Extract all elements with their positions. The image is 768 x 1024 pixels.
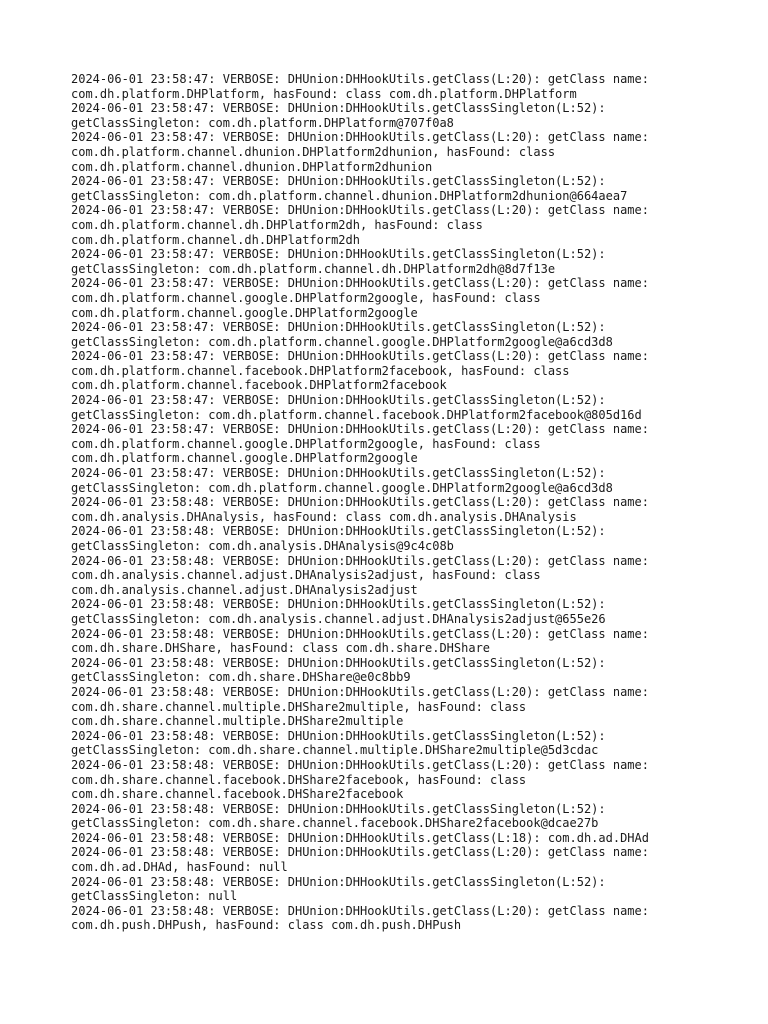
- log-line: 2024-06-01 23:58:48: VERBOSE: DHUnion:DHHookUtils.getClassSingleton(L:52):: [71, 524, 606, 539]
- log-line: 2024-06-01 23:58:48: VERBOSE: DHUnion:DHHookUtils.getClass(L:20): getClass name:: [71, 845, 649, 860]
- log-line: com.dh.analysis.channel.adjust.DHAnalysis2adjust, hasFound: class: [71, 568, 541, 583]
- log-line: com.dh.share.channel.multiple.DHShare2multiple, hasFound: class: [71, 699, 527, 714]
- log-line: 2024-06-01 23:58:47: VERBOSE: DHUnion:DHHookUtils.getClassSingleton(L:52):: [71, 101, 606, 116]
- log-line: 2024-06-01 23:58:47: VERBOSE: DHUnion:DHHookUtils.getClass(L:20): getClass name:: [71, 276, 649, 291]
- log-line: com.dh.analysis.channel.adjust.DHAnalysis2adjust: [71, 582, 418, 597]
- log-line: getClassSingleton: com.dh.platform.channel.google.DHPlatform2google@a6cd3d8: [71, 480, 613, 495]
- log-document: [71, 72, 701, 933]
- log-line: 2024-06-01 23:58:48: VERBOSE: DHUnion:DHHookUtils.getClass(L:20): getClass name:: [71, 757, 649, 772]
- log-line: com.dh.platform.channel.dh.DHPlatform2dh: [71, 232, 360, 247]
- log-line: getClassSingleton: com.dh.analysis.channel.adjust.DHAnalysis2adjust@655e26: [71, 611, 606, 626]
- log-line: 2024-06-01 23:58:47: VERBOSE: DHUnion:DHHookUtils.getClass(L:20): getClass name:: [71, 130, 649, 145]
- log-line: com.dh.share.DHShare, hasFound: class com.dh.share.DHShare: [71, 641, 491, 656]
- log-line: 2024-06-01 23:58:48: VERBOSE: DHUnion:DHHookUtils.getClassSingleton(L:52):: [71, 655, 606, 670]
- log-line: getClassSingleton: com.dh.platform.channel.dh.DHPlatform2dh@8d7f13e: [71, 261, 556, 276]
- log-line: getClassSingleton: com.dh.share.DHShare@e0c8bb9: [71, 670, 411, 685]
- log-line: 2024-06-01 23:58:47: VERBOSE: DHUnion:DHHookUtils.getClassSingleton(L:52):: [71, 466, 606, 481]
- log-line: com.dh.share.channel.facebook.DHShare2facebook: [71, 787, 404, 802]
- log-line: getClassSingleton: null: [71, 889, 238, 904]
- log-line: 2024-06-01 23:58:48: VERBOSE: DHUnion:DHHookUtils.getClass(L:20): getClass name:: [71, 495, 649, 510]
- log-line: getClassSingleton: com.dh.platform.DHPlatform@707f0a8: [71, 115, 454, 130]
- log-line: com.dh.platform.channel.facebook.DHPlatform2facebook, hasFound: class: [71, 363, 570, 378]
- log-line: com.dh.ad.DHAd, hasFound: null: [71, 860, 288, 875]
- log-line: 2024-06-01 23:58:48: VERBOSE: DHUnion:DHHookUtils.getClass(L:20): getClass name:: [71, 553, 649, 568]
- log-line: com.dh.share.channel.facebook.DHShare2facebook, hasFound: class: [71, 772, 527, 787]
- log-line: 2024-06-01 23:58:48: VERBOSE: DHUnion:DHHookUtils.getClass(L:18): com.dh.ad.DHAd: [71, 830, 649, 845]
- log-line: 2024-06-01 23:58:47: VERBOSE: DHUnion:DHHookUtils.getClass(L:20): getClass name:: [71, 203, 649, 218]
- log-line: com.dh.platform.channel.dhunion.DHPlatform2dhunion: [71, 159, 433, 174]
- log-line: 2024-06-01 23:58:48: VERBOSE: DHUnion:DHHookUtils.getClassSingleton(L:52):: [71, 801, 606, 816]
- log-line: 2024-06-01 23:58:47: VERBOSE: DHUnion:DHHookUtils.getClass(L:20): getClass name:: [71, 422, 649, 437]
- log-line: com.dh.platform.channel.google.DHPlatform2google: [71, 305, 418, 320]
- log-line: 2024-06-01 23:58:47: VERBOSE: DHUnion:DHHookUtils.getClassSingleton(L:52):: [71, 174, 606, 189]
- log-line: 2024-06-01 23:58:47: VERBOSE: DHUnion:DHHookUtils.getClassSingleton(L:52):: [71, 247, 606, 262]
- log-line: com.dh.platform.channel.google.DHPlatform2google: [71, 451, 418, 466]
- log-line: com.dh.push.DHPush, hasFound: class com.dh.push.DHPush: [71, 918, 462, 933]
- log-line: com.dh.platform.channel.dh.DHPlatform2dh, hasFound: class: [71, 217, 483, 232]
- log-line: com.dh.platform.channel.dhunion.DHPlatform2dhunion, hasFound: class: [71, 144, 556, 159]
- log-line: getClassSingleton: com.dh.platform.channel.google.DHPlatform2google@a6cd3d8: [71, 334, 613, 349]
- log-line: 2024-06-01 23:58:47: VERBOSE: DHUnion:DHHookUtils.getClassSingleton(L:52):: [71, 320, 606, 335]
- log-line: com.dh.share.channel.multiple.DHShare2multiple: [71, 714, 404, 729]
- log-line: 2024-06-01 23:58:48: VERBOSE: DHUnion:DHHookUtils.getClassSingleton(L:52):: [71, 728, 606, 743]
- log-line: com.dh.platform.channel.google.DHPlatform2google, hasFound: class: [71, 290, 541, 305]
- log-line: com.dh.analysis.DHAnalysis, hasFound: class com.dh.analysis.DHAnalysis: [71, 509, 577, 524]
- log-line: 2024-06-01 23:58:47: VERBOSE: DHUnion:DHHookUtils.getClass(L:20): getClass name:: [71, 72, 649, 86]
- log-line: 2024-06-01 23:58:48: VERBOSE: DHUnion:DHHookUtils.getClass(L:20): getClass name:: [71, 903, 649, 918]
- log-line: getClassSingleton: com.dh.analysis.DHAnalysis@9c4c08b: [71, 539, 454, 553]
- log-line: 2024-06-01 23:58:48: VERBOSE: DHUnion:DHHookUtils.getClassSingleton(L:52):: [71, 597, 606, 612]
- log-line: getClassSingleton: com.dh.share.channel.multiple.DHShare2multiple@5d3cdac: [71, 743, 599, 758]
- log-line: getClassSingleton: com.dh.share.channel.facebook.DHShare2facebook@dcae27b: [71, 816, 599, 831]
- log-line: 2024-06-01 23:58:47: VERBOSE: DHUnion:DHHookUtils.getClass(L:20): getClass name:: [71, 349, 649, 364]
- log-line: 2024-06-01 23:58:48: VERBOSE: DHUnion:DHHookUtils.getClass(L:20): getClass name:: [71, 626, 649, 641]
- log-line: 2024-06-01 23:58:48: VERBOSE: DHUnion:DHHookUtils.getClassSingleton(L:52):: [71, 874, 606, 889]
- log-line: com.dh.platform.DHPlatform, hasFound: class com.dh.platform.DHPlatform: [71, 86, 577, 101]
- log-line: com.dh.platform.channel.google.DHPlatform2google, hasFound: class: [71, 436, 541, 451]
- log-line: 2024-06-01 23:58:48: VERBOSE: DHUnion:DHHookUtils.getClass(L:20): getClass name:: [71, 684, 649, 699]
- log-line: getClassSingleton: com.dh.platform.channel.dhunion.DHPlatform2dhunion@664aea7: [71, 188, 628, 203]
- log-line: getClassSingleton: com.dh.platform.channel.facebook.DHPlatform2facebook@805d16d: [71, 407, 642, 422]
- log-line: com.dh.platform.channel.facebook.DHPlatform2facebook: [71, 378, 447, 393]
- log-line: 2024-06-01 23:58:47: VERBOSE: DHUnion:DHHookUtils.getClassSingleton(L:52):: [71, 393, 606, 408]
